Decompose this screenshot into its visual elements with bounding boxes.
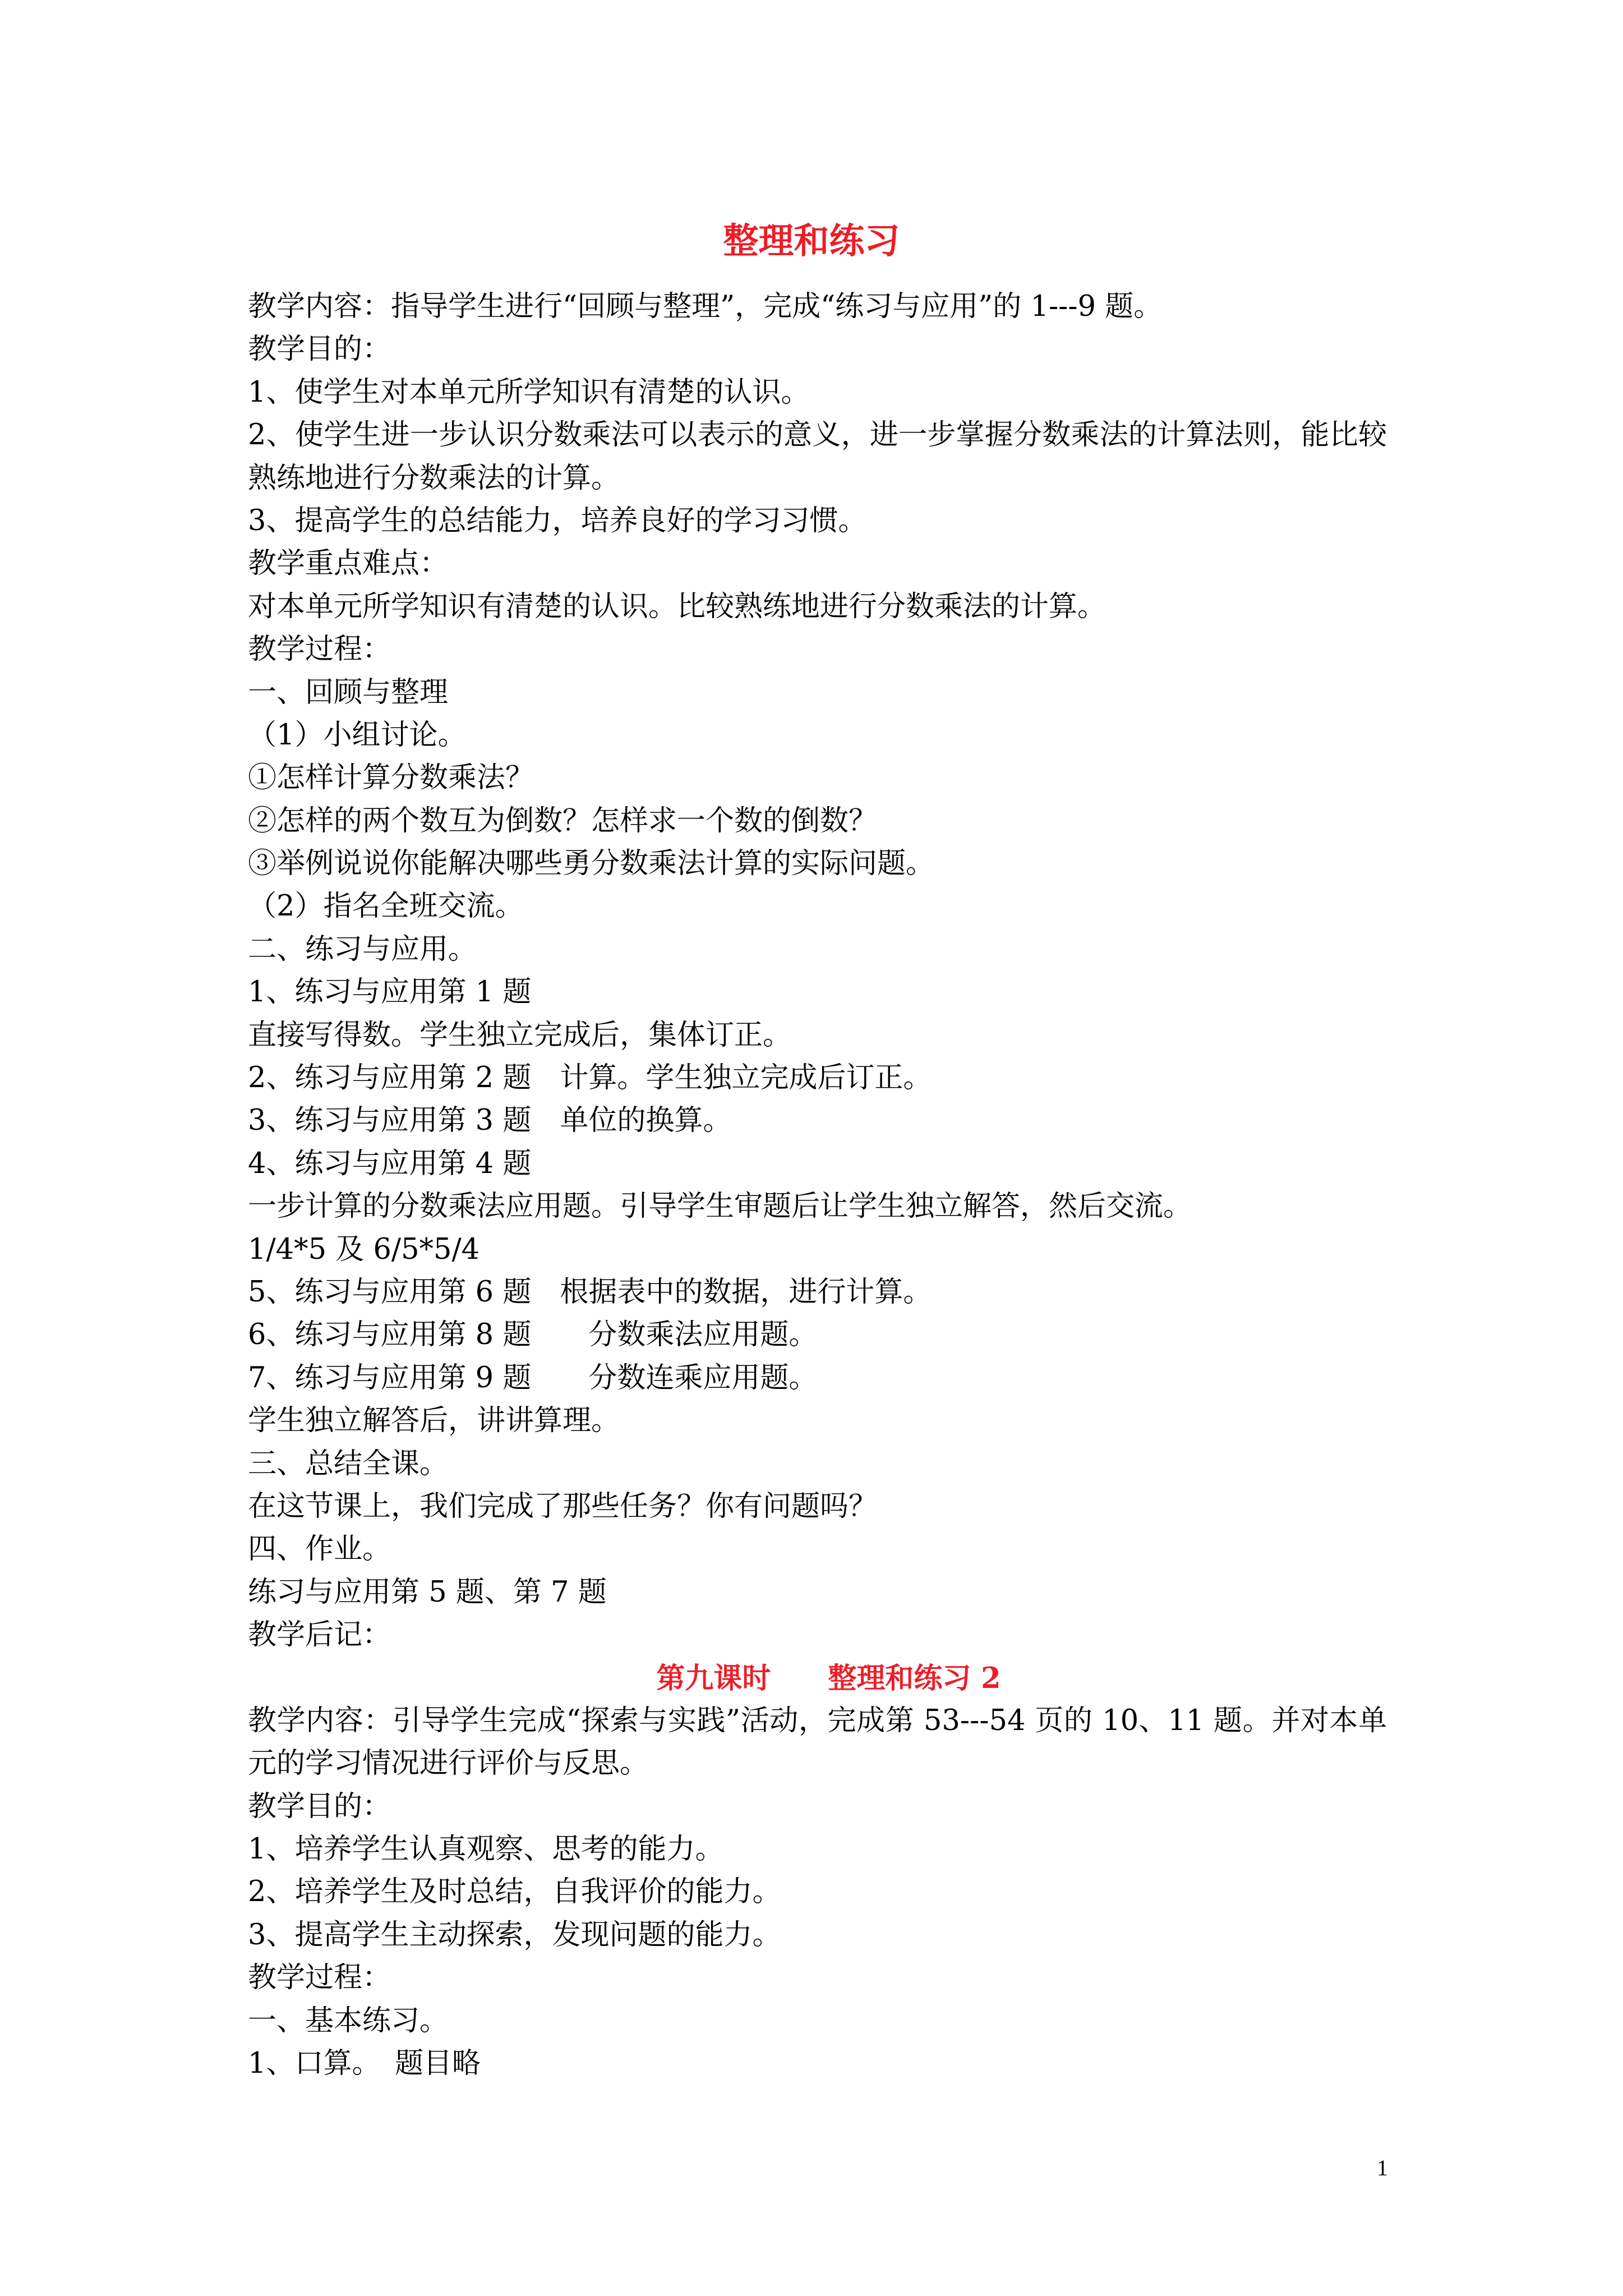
page-number: 1 xyxy=(1377,2155,1388,2180)
lesson-subtitle: 第九课时 整理和练习 2 xyxy=(656,1661,1001,1695)
text-line: 3、练习与应用第 3 题 单位的换算。 xyxy=(248,1104,732,1138)
text-line: 6、练习与应用第 8 题 分数乘法应用题。 xyxy=(248,1318,818,1352)
text-line: 7、练习与应用第 9 题 分数连乘应用题。 xyxy=(248,1361,818,1395)
text-line: 练习与应用第 5 题、第 7 题 xyxy=(248,1575,607,1609)
section-label: 教学重点难点： xyxy=(248,547,449,581)
text-line: （2）指名全班交流。 xyxy=(248,890,524,923)
section-label: 教学后记： xyxy=(248,1618,391,1652)
text-line: ①怎样计算分数乘法？ xyxy=(248,761,534,795)
text-line: 4、练习与应用第 4 题 xyxy=(248,1147,532,1180)
text-line: 1、练习与应用第 1 题 xyxy=(248,976,532,1009)
section-heading: 一、回顾与整理 xyxy=(248,675,449,709)
text-line: 2、培养学生及时总结，自我评价的能力。 xyxy=(248,1875,781,1909)
text-line: 3、提高学生的总结能力，培养良好的学习习惯。 xyxy=(248,504,867,537)
section-label: 教学目的： xyxy=(248,1789,391,1823)
text-line: 1、使学生对本单元所学知识有清楚的认识。 xyxy=(248,375,810,409)
section-heading: 四、作业。 xyxy=(248,1533,391,1566)
text-line: 熟练地进行分数乘法的计算。 xyxy=(248,461,620,495)
lesson-content-line: 教学内容：引导学生完成“探索与实践”活动，完成第 53---54 页的 10、11 题。并对本单 xyxy=(248,1704,1387,1737)
section-label: 教学过程： xyxy=(248,1961,391,1995)
text-line: 元的学习情况进行评价与反思。 xyxy=(248,1747,649,1780)
text-line: 学生独立解答后，讲讲算理。 xyxy=(248,1404,620,1438)
text-line: 直接写得数。学生独立完成后，集体订正。 xyxy=(248,1018,792,1052)
document-body xyxy=(248,286,1387,2085)
lesson-content-line: 教学内容：指导学生进行“回顾与整理”，完成“练习与应用”的 1---9 题。 xyxy=(248,290,1163,323)
section-heading: 三、总结全课。 xyxy=(248,1447,449,1480)
section-label: 教学目的： xyxy=(248,333,391,366)
text-line: 2、使学生进一步认识分数乘法可以表示的意义，进一步掌握分数乘法的计算法则，能比较 xyxy=(248,418,1387,452)
text-line: 一步计算的分数乘法应用题。引导学生审题后让学生独立解答，然后交流。 xyxy=(248,1190,1192,1223)
text-line: 1/4*5 及 6/5*5/4 xyxy=(248,1232,480,1266)
section-heading: 一、基本练习。 xyxy=(248,2004,449,2037)
section-label: 教学过程： xyxy=(248,633,391,666)
text-line: 1、口算。 题目略 xyxy=(248,2047,481,2081)
section-heading: 二、练习与应用。 xyxy=(248,932,477,966)
text-line: 对本单元所学知识有清楚的认识。比较熟练地进行分数乘法的计算。 xyxy=(248,590,1106,623)
text-line: 2、练习与应用第 2 题 计算。学生独立完成后订正。 xyxy=(248,1061,932,1095)
text-line: 3、提高学生主动探索，发现问题的能力。 xyxy=(248,1918,781,1952)
text-line: （1）小组讨论。 xyxy=(248,718,467,752)
text-line: 在这节课上，我们完成了那些任务？你有问题吗？ xyxy=(248,1489,878,1523)
text-line: ②怎样的两个数互为倒数？怎样求一个数的倒数？ xyxy=(248,804,878,838)
text-line: 1、培养学生认真观察、思考的能力。 xyxy=(248,1833,724,1866)
text-line: ③举例说说你能解决哪些勇分数乘法计算的实际问题。 xyxy=(248,847,935,881)
page-title: 整理和练习 xyxy=(723,220,900,261)
text-line: 5、练习与应用第 6 题 根据表中的数据，进行计算。 xyxy=(248,1275,932,1309)
